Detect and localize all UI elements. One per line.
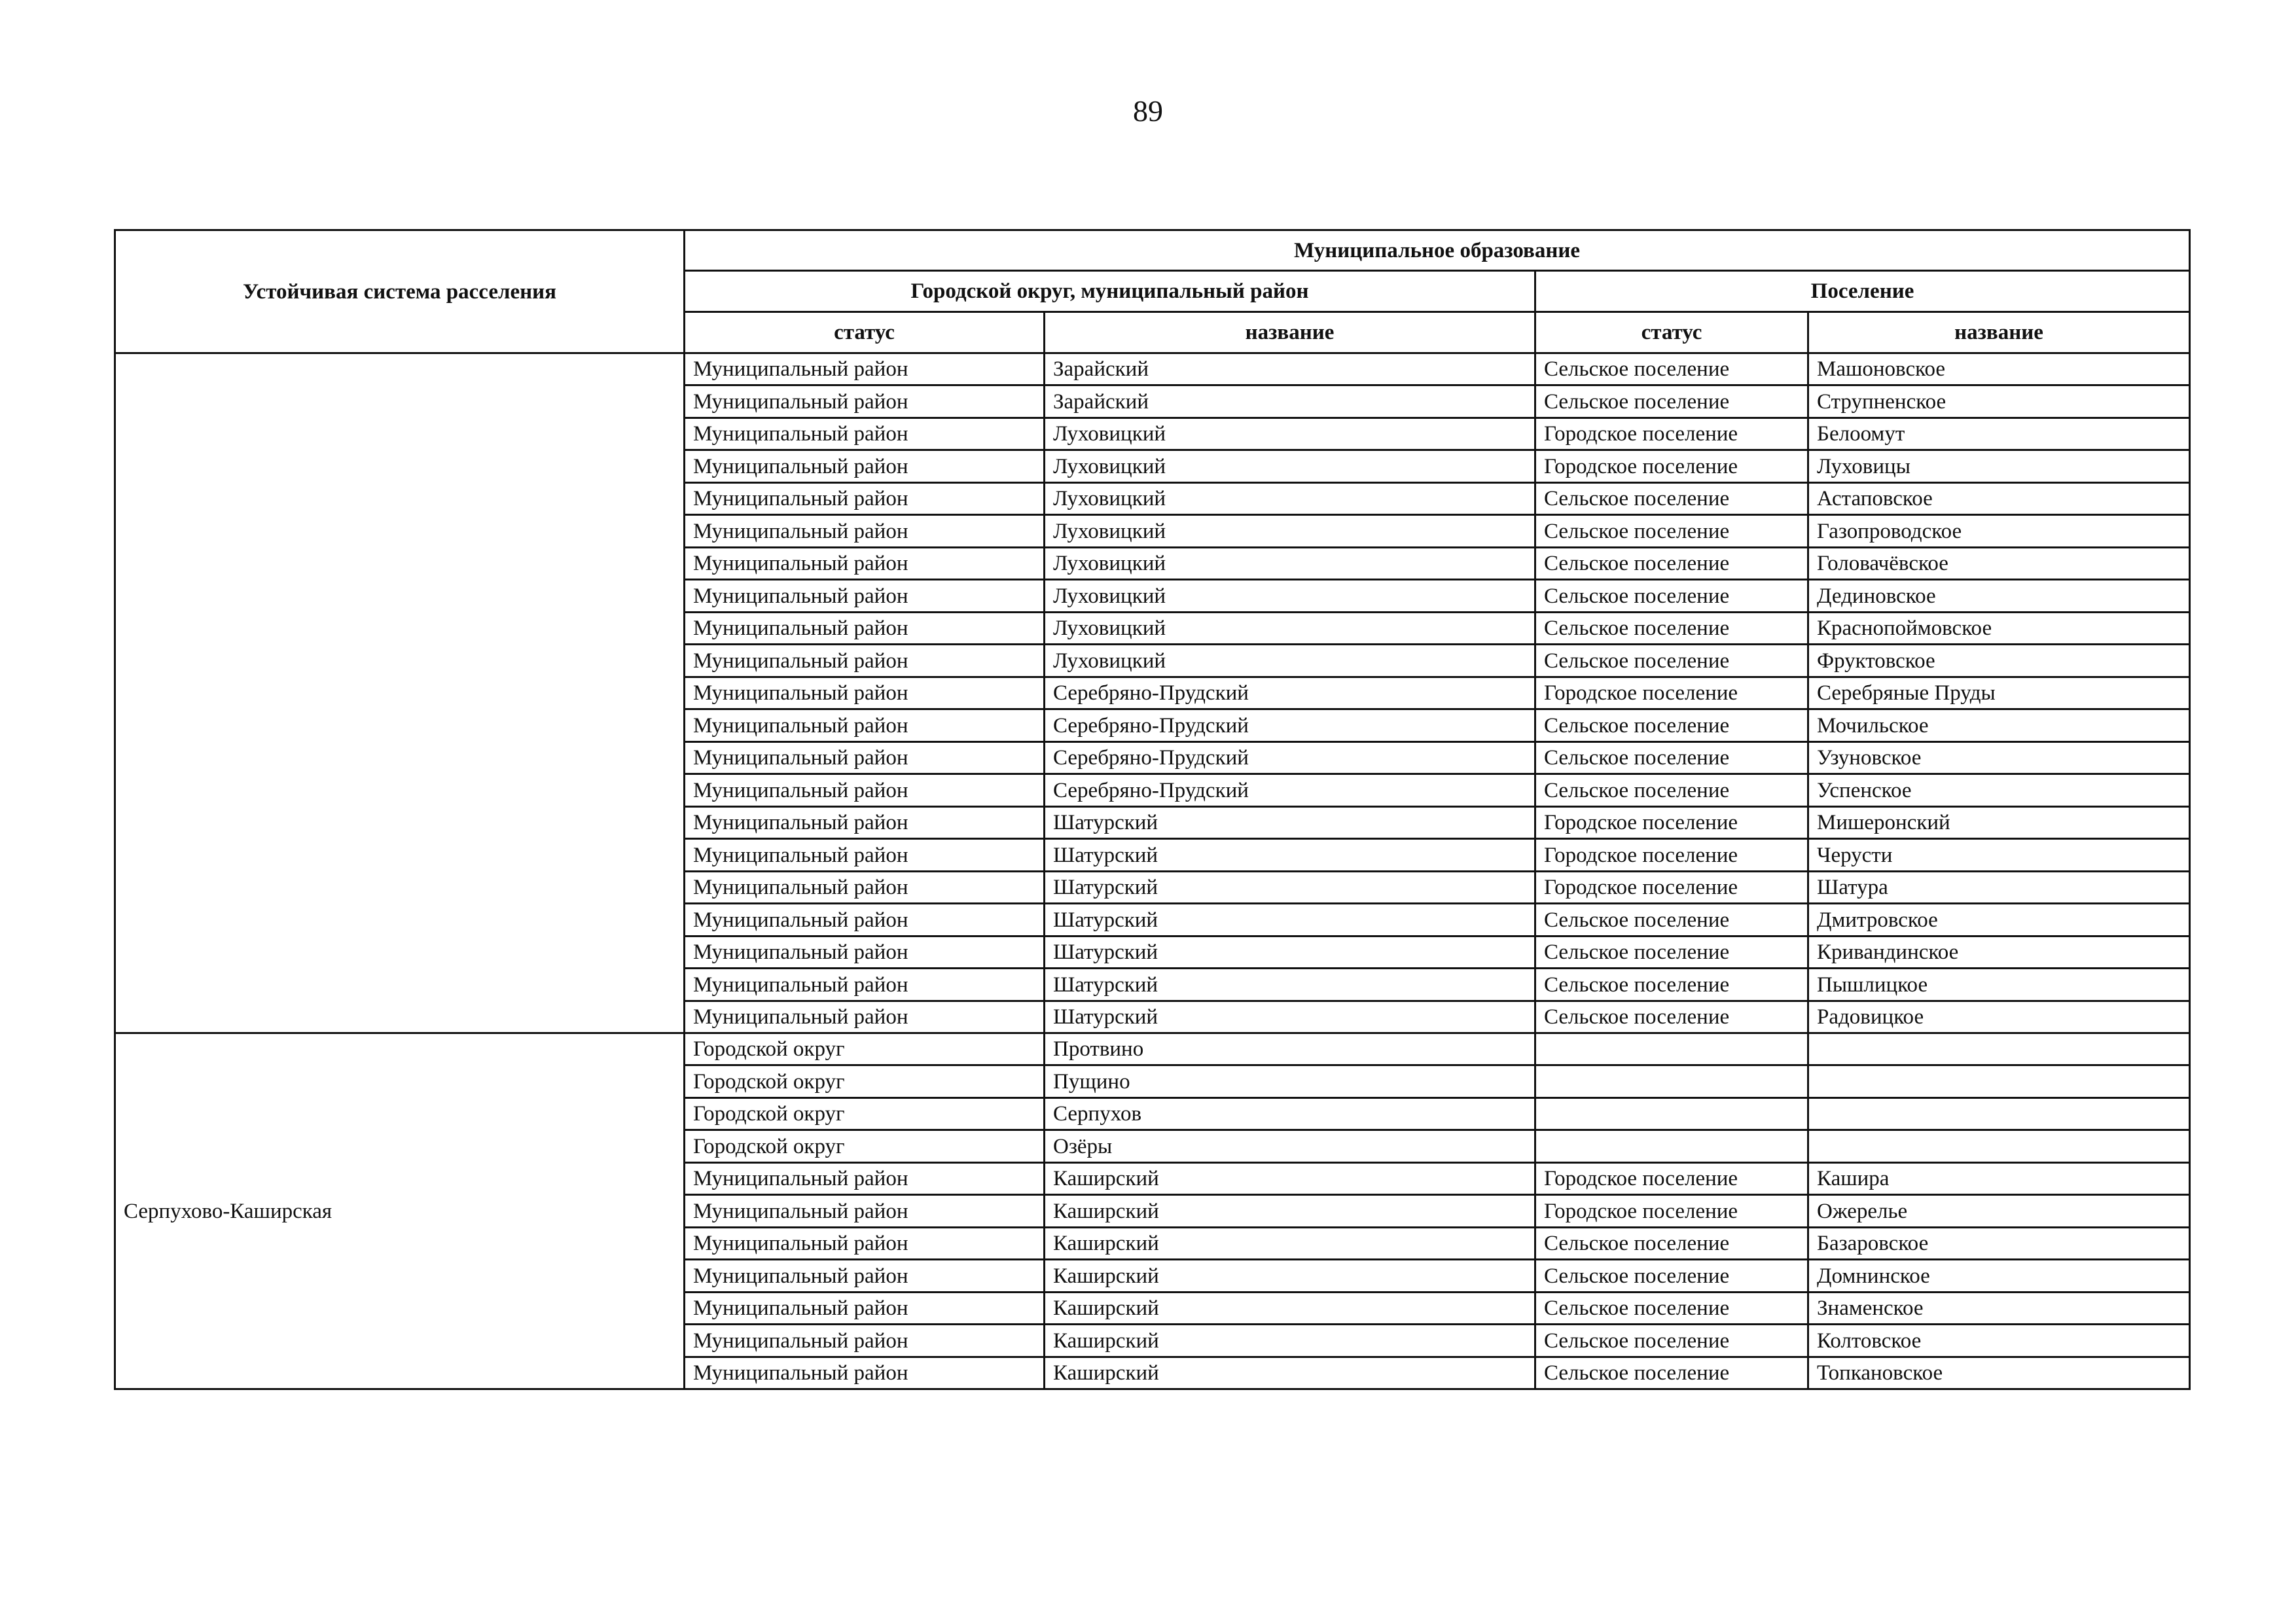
settlement-status-cell xyxy=(1535,1130,1808,1163)
district-name-cell: Луховицкий xyxy=(1045,483,1535,515)
district-name-cell: Луховицкий xyxy=(1045,645,1535,677)
settlement-status-cell: Сельское поселение xyxy=(1535,645,1808,677)
district-status-cell: Муниципальный район xyxy=(685,548,1045,580)
settlement-table xyxy=(114,229,2191,1390)
page-number: 89 xyxy=(1133,94,1163,128)
settlement-name-cell: Ожерелье xyxy=(1808,1195,2190,1228)
settlement-status-cell: Сельское поселение xyxy=(1535,1357,1808,1389)
settlement-status-cell: Сельское поселение xyxy=(1535,1293,1808,1325)
district-status-cell: Муниципальный район xyxy=(685,839,1045,872)
header-district-status: статус xyxy=(685,312,1045,353)
district-status-cell: Муниципальный район xyxy=(685,450,1045,483)
header-settlement-status: статус xyxy=(1535,312,1808,353)
district-name-cell: Шатурский xyxy=(1045,1001,1535,1033)
settlement-status-cell: Сельское поселение xyxy=(1535,904,1808,936)
district-name-cell: Серебряно-Прудский xyxy=(1045,742,1535,774)
settlement-name-cell: Кашира xyxy=(1808,1163,2190,1195)
settlement-status-cell: Городское поселение xyxy=(1535,807,1808,839)
settlement-status-cell: Сельское поселение xyxy=(1535,709,1808,742)
settlement-status-cell: Городское поселение xyxy=(1535,839,1808,872)
district-name-cell: Шатурский xyxy=(1045,936,1535,969)
settlement-name-cell xyxy=(1808,1098,2190,1130)
settlement-status-cell: Сельское поселение xyxy=(1535,580,1808,613)
settlement-name-cell: Шатура xyxy=(1808,872,2190,904)
settlement-name-cell: Серебряные Пруды xyxy=(1808,677,2190,709)
district-status-cell: Муниципальный район xyxy=(685,418,1045,450)
district-status-cell: Муниципальный район xyxy=(685,645,1045,677)
district-name-cell: Озёры xyxy=(1045,1130,1535,1163)
settlement-status-cell: Городское поселение xyxy=(1535,1195,1808,1228)
settlement-name-cell xyxy=(1808,1033,2190,1065)
settlement-name-cell: Луховицы xyxy=(1808,450,2190,483)
header-settlement-name: название xyxy=(1808,312,2190,353)
settlement-status-cell xyxy=(1535,1033,1808,1065)
settlement-name-cell xyxy=(1808,1065,2190,1098)
settlement-name-cell: Дединовское xyxy=(1808,580,2190,613)
district-name-cell: Луховицкий xyxy=(1045,580,1535,613)
settlement-status-cell: Сельское поселение xyxy=(1535,936,1808,969)
settlement-status-cell: Городское поселение xyxy=(1535,450,1808,483)
district-status-cell: Муниципальный район xyxy=(685,1195,1045,1228)
district-status-cell: Муниципальный район xyxy=(685,969,1045,1001)
settlement-name-cell: Пышлицкое xyxy=(1808,969,2190,1001)
settlement-name-cell: Радовицкое xyxy=(1808,1001,2190,1033)
district-status-cell: Муниципальный район xyxy=(685,872,1045,904)
settlement-name-cell: Знаменское xyxy=(1808,1293,2190,1325)
district-status-cell: Муниципальный район xyxy=(685,1001,1045,1033)
settlement-status-cell: Сельское поселение xyxy=(1535,515,1808,548)
settlement-system-cell: Серпухово-Каширская xyxy=(115,1033,685,1389)
settlement-name-cell: Газопроводское xyxy=(1808,515,2190,548)
settlement-status-cell: Сельское поселение xyxy=(1535,483,1808,515)
settlement-name-cell: Мочильское xyxy=(1808,709,2190,742)
settlement-name-cell: Черусти xyxy=(1808,839,2190,872)
settlement-status-cell: Сельское поселение xyxy=(1535,385,1808,418)
district-status-cell: Городской округ xyxy=(685,1098,1045,1130)
district-status-cell: Муниципальный район xyxy=(685,936,1045,969)
district-name-cell: Каширский xyxy=(1045,1293,1535,1325)
district-status-cell: Городской округ xyxy=(685,1130,1045,1163)
district-status-cell: Муниципальный район xyxy=(685,580,1045,613)
district-name-cell: Каширский xyxy=(1045,1357,1535,1389)
district-name-cell: Каширский xyxy=(1045,1195,1535,1228)
settlement-status-cell xyxy=(1535,1065,1808,1098)
settlement-name-cell xyxy=(1808,1130,2190,1163)
district-status-cell: Муниципальный район xyxy=(685,515,1045,548)
district-name-cell: Каширский xyxy=(1045,1325,1535,1357)
settlement-name-cell: Фруктовское xyxy=(1808,645,2190,677)
settlement-status-cell: Сельское поселение xyxy=(1535,742,1808,774)
settlement-name-cell: Машоновское xyxy=(1808,353,2190,385)
settlement-name-cell: Струпненское xyxy=(1808,385,2190,418)
settlement-status-cell: Сельское поселение xyxy=(1535,353,1808,385)
district-status-cell: Муниципальный район xyxy=(685,1260,1045,1293)
district-name-cell: Луховицкий xyxy=(1045,450,1535,483)
settlement-name-cell: Кривандинское xyxy=(1808,936,2190,969)
settlement-name-cell: Успенское xyxy=(1808,774,2190,807)
settlement-status-cell xyxy=(1535,1098,1808,1130)
district-status-cell: Городской округ xyxy=(685,1065,1045,1098)
settlement-status-cell: Городское поселение xyxy=(1535,418,1808,450)
table-body xyxy=(115,353,2190,1389)
district-name-cell: Луховицкий xyxy=(1045,613,1535,645)
settlement-name-cell: Краснопоймовское xyxy=(1808,613,2190,645)
district-status-cell: Муниципальный район xyxy=(685,353,1045,385)
settlement-status-cell: Сельское поселение xyxy=(1535,969,1808,1001)
settlement-status-cell: Сельское поселение xyxy=(1535,774,1808,807)
settlement-status-cell: Городское поселение xyxy=(1535,1163,1808,1195)
settlement-status-cell: Сельское поселение xyxy=(1535,1325,1808,1357)
settlement-name-cell: Топкановское xyxy=(1808,1357,2190,1389)
table-row xyxy=(115,353,2190,385)
settlement-system-cell xyxy=(115,353,685,1033)
settlement-name-cell: Базаровское xyxy=(1808,1228,2190,1260)
district-name-cell: Шатурский xyxy=(1045,872,1535,904)
settlement-name-cell: Дмитровское xyxy=(1808,904,2190,936)
district-status-cell: Муниципальный район xyxy=(685,613,1045,645)
settlement-status-cell: Сельское поселение xyxy=(1535,548,1808,580)
settlement-name-cell: Головачёвское xyxy=(1808,548,2190,580)
settlement-name-cell: Белоомут xyxy=(1808,418,2190,450)
header-district-name: название xyxy=(1045,312,1535,353)
district-name-cell: Серебряно-Прудский xyxy=(1045,774,1535,807)
district-status-cell: Муниципальный район xyxy=(685,807,1045,839)
header-system: Устойчивая система расселения xyxy=(115,230,685,353)
district-status-cell: Муниципальный район xyxy=(685,774,1045,807)
settlement-name-cell: Домнинское xyxy=(1808,1260,2190,1293)
district-status-cell: Муниципальный район xyxy=(685,677,1045,709)
district-name-cell: Шатурский xyxy=(1045,807,1535,839)
district-name-cell: Луховицкий xyxy=(1045,418,1535,450)
district-name-cell: Каширский xyxy=(1045,1163,1535,1195)
header-municipal-formation: Муниципальное образование xyxy=(685,230,2190,271)
district-status-cell: Муниципальный район xyxy=(685,385,1045,418)
header-settlement: Поселение xyxy=(1535,271,2190,312)
district-status-cell: Муниципальный район xyxy=(685,709,1045,742)
district-name-cell: Луховицкий xyxy=(1045,515,1535,548)
table-row xyxy=(115,1033,2190,1065)
district-name-cell: Шатурский xyxy=(1045,969,1535,1001)
district-name-cell: Каширский xyxy=(1045,1260,1535,1293)
settlement-status-cell: Городское поселение xyxy=(1535,872,1808,904)
district-status-cell: Муниципальный район xyxy=(685,904,1045,936)
district-name-cell: Зарайский xyxy=(1045,353,1535,385)
settlement-status-cell: Сельское поселение xyxy=(1535,1001,1808,1033)
district-status-cell: Муниципальный район xyxy=(685,742,1045,774)
settlement-name-cell: Астаповское xyxy=(1808,483,2190,515)
district-name-cell: Зарайский xyxy=(1045,385,1535,418)
district-status-cell: Муниципальный район xyxy=(685,483,1045,515)
district-status-cell: Муниципальный район xyxy=(685,1325,1045,1357)
settlement-status-cell: Сельское поселение xyxy=(1535,1260,1808,1293)
district-status-cell: Муниципальный район xyxy=(685,1293,1045,1325)
settlement-status-cell: Городское поселение xyxy=(1535,677,1808,709)
district-status-cell: Городской округ xyxy=(685,1033,1045,1065)
district-status-cell: Муниципальный район xyxy=(685,1163,1045,1195)
district-name-cell: Луховицкий xyxy=(1045,548,1535,580)
header-district: Городской округ, муниципальный район xyxy=(685,271,1535,312)
district-name-cell: Каширский xyxy=(1045,1228,1535,1260)
settlement-status-cell: Сельское поселение xyxy=(1535,613,1808,645)
settlement-name-cell: Узуновское xyxy=(1808,742,2190,774)
district-name-cell: Серебряно-Прудский xyxy=(1045,677,1535,709)
district-name-cell: Пущино xyxy=(1045,1065,1535,1098)
settlement-name-cell: Мишеронский xyxy=(1808,807,2190,839)
district-status-cell: Муниципальный район xyxy=(685,1357,1045,1389)
district-name-cell: Протвино xyxy=(1045,1033,1535,1065)
district-name-cell: Серпухов xyxy=(1045,1098,1535,1130)
district-status-cell: Муниципальный район xyxy=(685,1228,1045,1260)
district-name-cell: Серебряно-Прудский xyxy=(1045,709,1535,742)
settlement-name-cell: Колтовское xyxy=(1808,1325,2190,1357)
settlement-status-cell: Сельское поселение xyxy=(1535,1228,1808,1260)
district-name-cell: Шатурский xyxy=(1045,839,1535,872)
district-name-cell: Шатурский xyxy=(1045,904,1535,936)
